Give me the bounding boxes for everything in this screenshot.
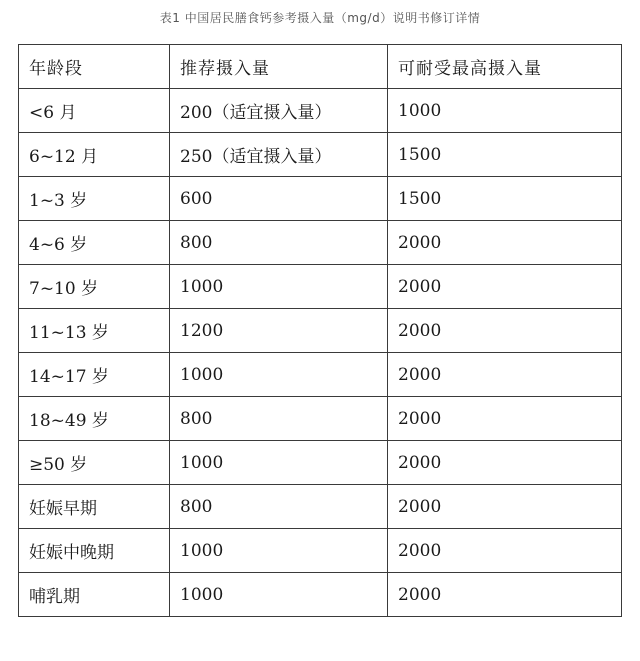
cell-upper-intake: 2000 [388,309,622,353]
cell-age-group: <6 月 [19,89,170,133]
cell-recommended-intake: 1000 [170,441,388,485]
table-row [19,529,622,573]
table-row [19,221,622,265]
cell-age-group: 哺乳期 [19,573,170,617]
cell-age-group: 妊娠早期 [19,485,170,529]
cell-recommended-intake: 250（适宜摄入量） [170,133,388,177]
header-tolerable-upper-intake: 可耐受最高摄入量 [388,45,622,89]
cell-recommended-intake: 1000 [170,529,388,573]
cell-age-group: 1~3 岁 [19,177,170,221]
cell-recommended-intake: 1000 [170,265,388,309]
table-row [19,397,622,441]
cell-age-group: 7~10 岁 [19,265,170,309]
cell-recommended-intake: 600 [170,177,388,221]
cell-upper-intake: 2000 [388,573,622,617]
cell-recommended-intake: 800 [170,221,388,265]
table-row [19,89,622,133]
cell-recommended-intake: 800 [170,485,388,529]
cell-upper-intake: 1500 [388,133,622,177]
table-row [19,485,622,529]
cell-upper-intake: 2000 [388,265,622,309]
cell-age-group: 妊娠中晚期 [19,529,170,573]
table-caption: 表1 中国居民膳食钙参考摄入量（mg/d）说明书修订详情 [159,11,481,25]
table-row [19,133,622,177]
cell-upper-intake: 2000 [388,441,622,485]
cell-upper-intake: 1500 [388,177,622,221]
table-row [19,265,622,309]
cell-recommended-intake: 800 [170,397,388,441]
cell-upper-intake: 2000 [388,353,622,397]
cell-age-group: 18~49 岁 [19,397,170,441]
table-row [19,353,622,397]
cell-age-group: ≥50 岁 [19,441,170,485]
cell-recommended-intake: 1200 [170,309,388,353]
table-row [19,309,622,353]
cell-upper-intake: 2000 [388,529,622,573]
cell-upper-intake: 2000 [388,221,622,265]
header-recommended-intake: 推荐摄入量 [170,45,388,89]
cell-upper-intake: 2000 [388,397,622,441]
cell-recommended-intake: 1000 [170,353,388,397]
cell-age-group: 4~6 岁 [19,221,170,265]
cell-recommended-intake: 200（适宜摄入量） [170,89,388,133]
cell-upper-intake: 1000 [388,89,622,133]
calcium-intake-table [18,44,622,617]
table-row [19,441,622,485]
cell-upper-intake: 2000 [388,485,622,529]
cell-age-group: 11~13 岁 [19,309,170,353]
header-age-group: 年龄段 [19,45,170,89]
cell-age-group: 14~17 岁 [19,353,170,397]
table-row [19,573,622,617]
cell-age-group: 6~12 月 [19,133,170,177]
table-header-row [19,45,622,89]
table-row [19,177,622,221]
cell-recommended-intake: 1000 [170,573,388,617]
